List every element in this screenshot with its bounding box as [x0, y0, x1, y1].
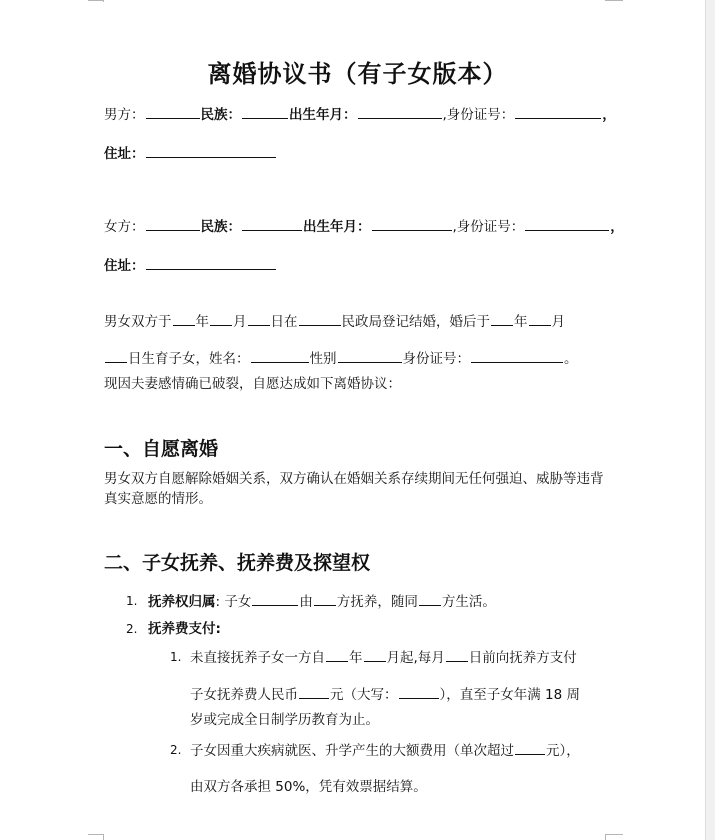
support-label: 抚养费支付: [148, 621, 216, 637]
sub-item-2-line-1: [190, 740, 710, 761]
birth-month-label: 月: [551, 314, 565, 330]
child-name-label: 日生育子女，姓名：: [128, 351, 250, 367]
husband-ethnicity-label: 民族：: [200, 107, 241, 123]
major-expense-blank[interactable]: [515, 740, 545, 755]
support-text-a: 未直接抚养子女一方自: [190, 650, 325, 666]
birth-month-blank[interactable]: [529, 311, 551, 326]
support-month-label: 月起,每月: [386, 650, 445, 666]
marriage-registered-text: 民政局登记结婚，婚后于: [341, 314, 490, 330]
wife-line-end: ，: [610, 219, 624, 235]
birth-year-label: 年: [514, 314, 528, 330]
wife-birth-label: 出生年月：: [303, 219, 371, 235]
marriage-year-label: 年: [195, 314, 209, 330]
custody-text-2: 由: [299, 594, 313, 610]
wife-ethnicity-label: 民族：: [200, 219, 241, 235]
crop-mark-bottom-left-v: [103, 834, 104, 840]
section-1-heading: 一、自愿离婚: [104, 438, 219, 460]
crop-mark-bottom-left-h: [88, 834, 104, 835]
child-name-blank[interactable]: [251, 348, 309, 363]
custody-party-blank[interactable]: [314, 591, 336, 606]
support-year-label: 年: [349, 650, 363, 666]
support-amount-blank[interactable]: [299, 684, 329, 699]
wife-birth-blank[interactable]: [372, 216, 452, 231]
support-capital-blank[interactable]: [399, 684, 439, 699]
marriage-intro-line: 现因夫妻感情确已破裂，自愿达成如下离婚协议：: [104, 376, 401, 392]
husband-info-line: [104, 104, 624, 125]
child-gender-label: 性别: [309, 351, 337, 367]
wife-info-line: [104, 216, 624, 237]
husband-label: 男方：: [104, 107, 145, 123]
wife-ethnicity-blank[interactable]: [242, 216, 302, 231]
item-2-support-line: [148, 619, 668, 639]
marriage-year-blank[interactable]: [173, 311, 195, 326]
custody-text-4: 方生活。: [441, 594, 496, 610]
child-gender-blank[interactable]: [338, 348, 402, 363]
wife-id-blank[interactable]: [525, 216, 609, 231]
crop-mark-top-left-v: [103, 0, 104, 2]
custody-child-blank[interactable]: [252, 591, 298, 606]
support-year-blank[interactable]: [326, 647, 348, 662]
section-1-body: 男女双方自愿解除婚姻关系，双方确认在婚姻关系存续期间无任何强迫、威胁等违背真实意愿的情形。: [104, 471, 604, 507]
husband-birth-label: 出生年月：: [289, 107, 357, 123]
wife-address-blank[interactable]: [146, 255, 276, 270]
husband-ethnicity-blank[interactable]: [242, 104, 288, 119]
section-2-heading: 二、子女抚养、抚养费及探望权: [104, 552, 371, 574]
crop-mark-top-left-h: [88, 0, 104, 1]
custody-live-blank[interactable]: [419, 591, 441, 606]
support-amount-label: 子女抚养费人民币: [190, 687, 298, 703]
sub-item-2-number: 2.: [170, 743, 182, 757]
marriage-month-label: 月: [233, 314, 247, 330]
support-day-blank[interactable]: [446, 647, 468, 662]
child-id-label: 身份证号：: [402, 351, 470, 367]
item-2-number: 2.: [126, 622, 138, 636]
marriage-month-blank[interactable]: [210, 311, 232, 326]
crop-mark-bottom-right-v: [605, 834, 606, 840]
crop-mark-bottom-right-h: [605, 834, 623, 835]
marriage-day-label: 日在: [270, 314, 298, 330]
support-day-label: 日前向抚养方支付: [468, 650, 577, 666]
sub-item-1-line-3: 岁或完成全日制学历教育为止。: [190, 712, 379, 728]
support-until-text: ），直至子女年满 18 周: [439, 687, 581, 703]
husband-line-end: ，: [602, 107, 616, 123]
sub-item-1-line-1: [190, 647, 710, 668]
sub-item-1-line-2: [190, 684, 710, 705]
wife-id-label: ,身份证号：: [452, 219, 525, 235]
wife-address-line: [104, 255, 624, 276]
marriage-line-2-end: 。: [564, 351, 578, 367]
custody-text-1: : 子女: [215, 594, 252, 610]
support-colon: :: [215, 621, 221, 637]
wife-name-blank[interactable]: [146, 216, 200, 231]
husband-id-label: ,身份证号：: [442, 107, 515, 123]
item-1-number: 1.: [126, 594, 138, 608]
wife-label: 女方：: [104, 219, 145, 235]
birth-day-blank[interactable]: [105, 348, 127, 363]
husband-name-blank[interactable]: [146, 104, 200, 119]
child-id-blank[interactable]: [471, 348, 563, 363]
custody-text-3: 方抚养，随同: [336, 594, 418, 610]
item-1-custody-line: [148, 591, 668, 612]
husband-address-line: [104, 143, 624, 164]
husband-id-blank[interactable]: [515, 104, 601, 119]
sub-item-1-number: 1.: [170, 650, 182, 664]
birth-year-blank[interactable]: [491, 311, 513, 326]
marriage-day-blank[interactable]: [248, 311, 270, 326]
support-capital-label: 元（大写：: [330, 687, 398, 703]
marriage-line-1: [104, 311, 624, 332]
husband-address-blank[interactable]: [146, 143, 276, 158]
sub-item-2-line-2: 由双方各承担 50%，凭有效票据结算。: [190, 779, 427, 795]
custody-label: 抚养权归属: [148, 594, 216, 610]
marriage-line-2: [104, 348, 624, 369]
husband-address-label: 住址：: [104, 146, 145, 162]
crop-mark-top-right-h: [605, 0, 623, 1]
document-title: 离婚协议书（有子女版本）: [207, 59, 508, 88]
wife-address-label: 住址：: [104, 258, 145, 274]
marriage-bureau-blank[interactable]: [299, 311, 341, 326]
marriage-text-intro: 男女双方于: [104, 314, 172, 330]
major-expense-unit: 元），: [546, 743, 580, 759]
major-expense-text: 子女因重大疾病就医、升学产生的大额费用（单次超过: [190, 743, 514, 759]
page-edge-right: [705, 0, 715, 840]
husband-birth-blank[interactable]: [358, 104, 442, 119]
support-month-blank[interactable]: [364, 647, 386, 662]
